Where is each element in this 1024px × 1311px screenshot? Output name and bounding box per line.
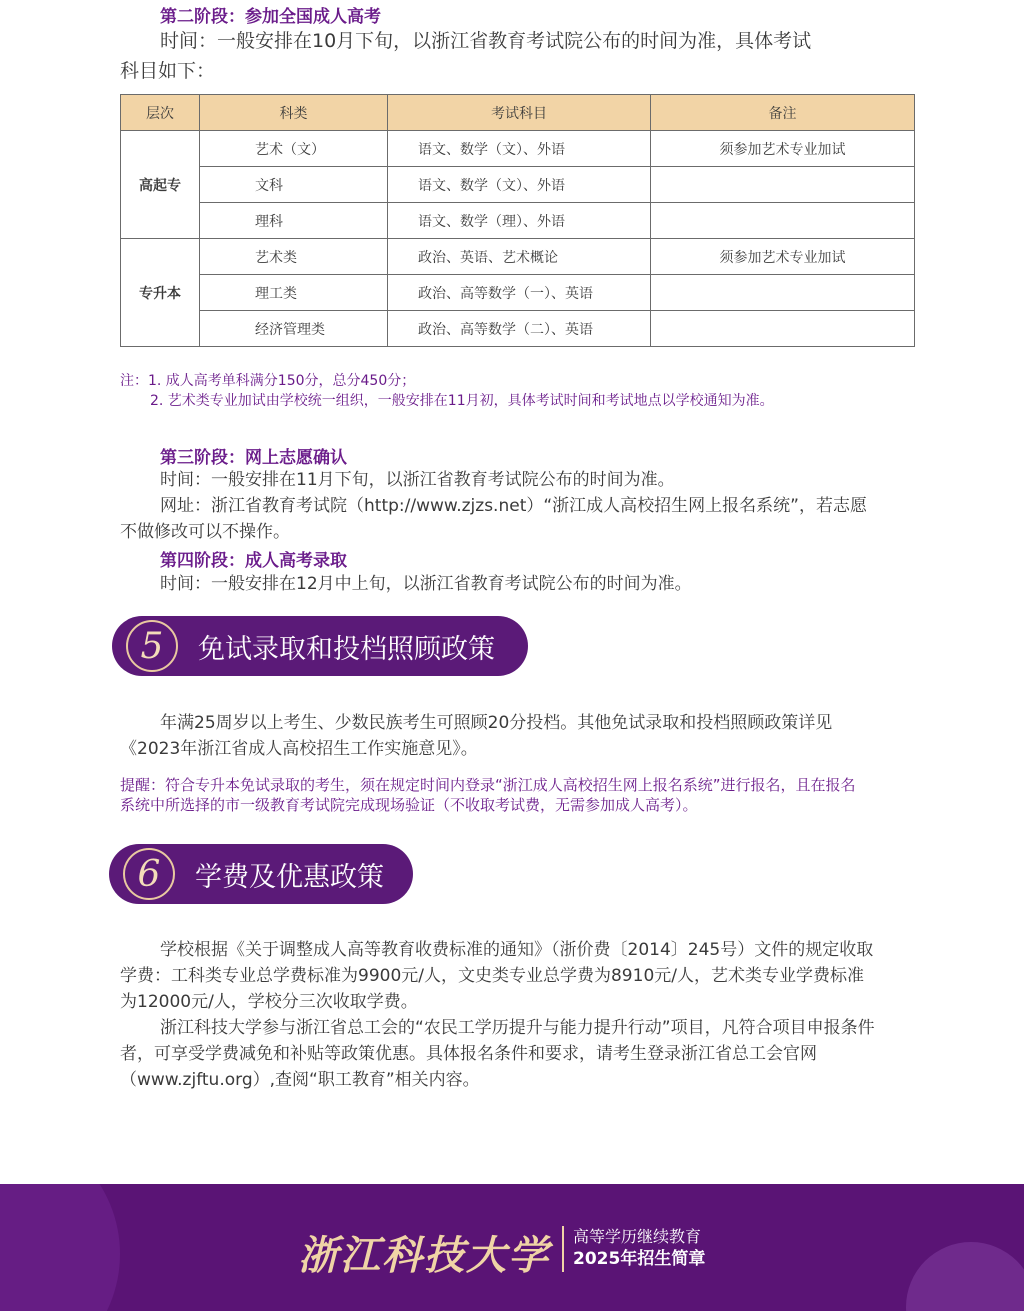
category-cell: 文科 xyxy=(200,167,388,203)
header-level: 层次 xyxy=(121,95,200,131)
university-logo: 浙江科技大学 xyxy=(298,1232,550,1279)
section5-para-line1: 年满25周岁以上考生、少数民族考生可照顾20分投档。其他免试录取和投档照顾政策详见 xyxy=(160,713,833,733)
section6-number-badge: 6 xyxy=(123,848,175,900)
header-subjects: 考试科目 xyxy=(388,95,651,131)
subjects-cell: 政治、高等数学（二）、英语 xyxy=(388,311,651,347)
footer-subtitle xyxy=(573,1226,705,1270)
stage3-url-line1: 网址：浙江省教育考试院（http://www.zjzs.net）“浙江成人高校招生网上报名系统”，若志愿 xyxy=(160,496,867,516)
section5-title: 免试录取和投档照顾政策 xyxy=(198,633,495,665)
table-row xyxy=(121,275,915,311)
memo-cell: 须参加艺术专业加试 xyxy=(651,239,915,275)
section6-p1-line2: 学费：工科类专业总学费标准为9900元/人，文史类专业总学费为8910元/人，艺术类专业学费标准 xyxy=(120,966,864,986)
stage3-time: 时间：一般安排在11月下旬，以浙江省教育考试院公布的时间为准。 xyxy=(160,470,675,490)
table-row xyxy=(121,167,915,203)
section6-title: 学费及优惠政策 xyxy=(195,861,384,893)
category-cell: 艺术（文） xyxy=(200,131,388,167)
subjects-cell: 政治、英语、艺术概论 xyxy=(388,239,651,275)
stage2-title: 第二阶段：参加全国成人高考 xyxy=(160,7,381,27)
table-row xyxy=(121,203,915,239)
stage3-title: 第三阶段：网上志愿确认 xyxy=(160,448,347,468)
section6-p2-line2: 者，可享受学费减免和补贴等政策优惠。具体报名条件和要求，请考生登录浙江省总工会官网 xyxy=(120,1044,817,1064)
footer-subtitle-line1: 高等学历继续教育 xyxy=(573,1227,702,1246)
subjects-cell: 政治、高等数学（一）、英语 xyxy=(388,275,651,311)
section5-banner xyxy=(112,616,528,676)
exam-subjects-table xyxy=(120,94,915,347)
stage4-time: 时间：一般安排在12月中上旬，以浙江省教育考试院公布的时间为准。 xyxy=(160,574,692,594)
footer-divider xyxy=(562,1226,564,1272)
level-cell: 专升本 xyxy=(121,239,200,347)
stage3-url-line2: 不做修改可以不操作。 xyxy=(120,522,290,542)
category-cell: 经济管理类 xyxy=(200,311,388,347)
category-cell: 艺术类 xyxy=(200,239,388,275)
memo-cell: 须参加艺术专业加试 xyxy=(651,131,915,167)
note-line2: 2. 艺术类专业加试由学校统一组织，一般安排在11月初，具体考试时间和考试地点以学校通知为准。 xyxy=(150,393,774,409)
section6-p2-line1: 浙江科技大学参与浙江省总工会的“农民工学历提升与能力提升行动”项目，凡符合项目申报条件 xyxy=(160,1018,875,1038)
subjects-cell: 语文、数学（理）、外语 xyxy=(388,203,651,239)
section5-reminder-line2: 系统中所选择的市一级教育考试院完成现场验证（不收取考试费，无需参加成人高考）。 xyxy=(120,796,698,814)
table-row xyxy=(121,239,915,275)
table-row xyxy=(121,311,915,347)
category-cell: 理工类 xyxy=(200,275,388,311)
table-row xyxy=(121,131,915,167)
memo-cell xyxy=(651,311,915,347)
decorative-circle xyxy=(0,1184,120,1311)
section5-reminder-line1: 提醒：符合专升本免试录取的考生，须在规定时间内登录“浙江成人高校招生网上报名系统”进行报名，且在报名 xyxy=(120,776,856,794)
section6-p1-line3: 为12000元/人，学校分三次收取学费。 xyxy=(120,992,418,1012)
memo-cell xyxy=(651,275,915,311)
section6-banner xyxy=(109,844,413,904)
memo-cell xyxy=(651,203,915,239)
section6-p1-line1: 学校根据《关于调整成人高等教育收费标准的通知》（浙价费〔2014〕245号）文件的规定收取 xyxy=(160,940,874,960)
stage4-title: 第四阶段：成人高考录取 xyxy=(160,551,347,571)
stage2-time-line2: 科目如下： xyxy=(120,60,216,82)
header-category: 科类 xyxy=(200,95,388,131)
subjects-cell: 语文、数学（文）、外语 xyxy=(388,167,651,203)
stage2-time-line1: 时间：一般安排在10月下旬，以浙江省教育考试院公布的时间为准，具体考试 xyxy=(160,30,812,52)
note-line1: 注：1. 成人高考单科满分150分，总分450分； xyxy=(120,373,416,389)
category-cell: 理科 xyxy=(200,203,388,239)
header-memo: 备注 xyxy=(651,95,915,131)
memo-cell xyxy=(651,167,915,203)
section5-para-line2: 《2023年浙江省成人高校招生工作实施意见》。 xyxy=(120,739,478,759)
footer-subtitle-line2: 2025年招生简章 xyxy=(573,1249,706,1269)
footer-band xyxy=(0,1184,1024,1311)
section6-p2-line3: （www.zjftu.org）,查阅“职工教育”相关内容。 xyxy=(120,1070,480,1090)
section5-number-badge: 5 xyxy=(126,620,178,672)
level-cell: 高起专 xyxy=(121,131,200,239)
table-header-row xyxy=(121,95,915,131)
decorative-circle xyxy=(906,1242,1024,1311)
subjects-cell: 语文、数学（文）、外语 xyxy=(388,131,651,167)
